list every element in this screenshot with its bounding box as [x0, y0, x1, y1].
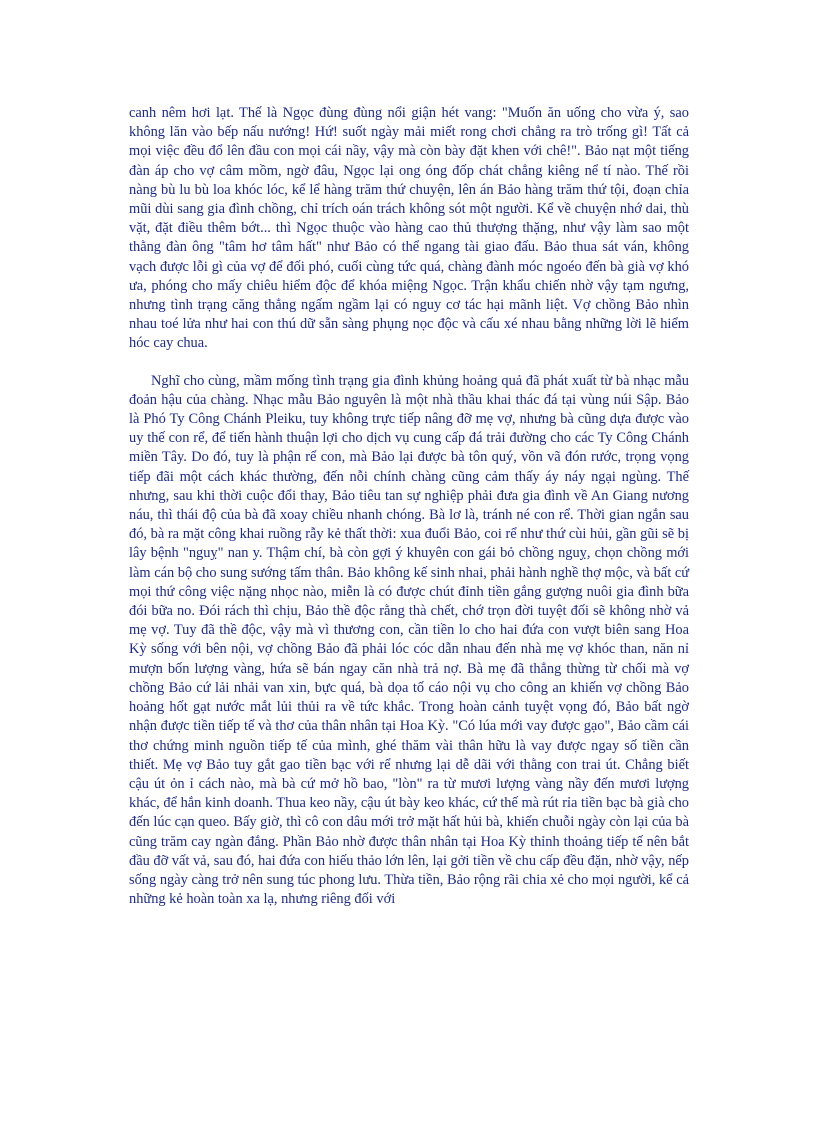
paragraph-2: Nghĩ cho cùng, mầm mống tình trạng gia đình khủng hoảng quả đã phát xuất từ bà nhạc mẫu đoản hậu của chàng. Nhạc mẫu Bảo nguyên là một nhà thầu khai thác đá tại vùng núi Sập. Bảo là Phó Ty Công Chánh Pleiku, tuy không trực tiếp nâng đỡ mẹ vợ, nhưng bà cũng dựa được vào uy thế con rể, để tiến hành thuận lợi cho dịch vụ cung cấp đá trải đường cho các Ty Công Chánh miền Tây. Do đó, tuy là phận rể con, mà Bảo lại được bà tôn quý, vồn vã đón rước, trọng vọng tiếp đãi một cách khác thường, đến nỗi chính chàng cũng cảm thấy áy náy ngại ngùng. Thế nhưng, sau khi thời cuộc đổi thay, Bảo tiêu tan sự nghiệp phải đưa gia đình về An Giang nương náu, thì thái độ của bà đã xoay chiều nhanh chóng. Bà lơ là, tránh né con rể. Thời gian ngắn sau đó, bà ra mặt công khai ruồng rẫy kẻ thất thời: xua đuổi Bảo, coi rể như thứ cùi hủi, gần gũi sẽ bị lây bệnh "nguỵ" nan y. Thậm chí, bà còn gợi ý khuyên con gái bỏ chồng nguỵ, chọn chồng mới làm cán bộ cho sung sướng tấm thân. Bảo không kế sinh nhai, phải hành nghề thợ mộc, và bất cứ mọi thứ công việc nặng nhọc nào, miễn là có được chút đỉnh tiền gắng gượng nuôi gia đình bữa đói bữa no. Đói rách thì chịu, Bảo thề độc rằng thà chết, chớ trọn đời tuyệt đối sẽ không nhờ vả mẹ vợ. Tuy đã thề độc, vậy mà vì thương con, cần tiền lo cho hai đứa con vượt biên sang Hoa Kỳ sống với bên nội, vợ chồng Bảo đã phải lóc cóc dẫn nhau đến nhà mẹ vợ khóc than, năn nỉ mượn bốn lượng vàng, hứa sẽ bán ngay căn nhà trả nợ. Bà mẹ đã thẳng thừng từ chối mà vợ chồng Bảo cứ lải nhải van xin, bực quá, bà dọa tố cáo nội vụ cho công an khiến vợ chồng Bảo hoảng hốt gạt nước mắt lủi thủi ra về tức khắc. Trong hoàn cảnh tuyệt vọng đó, Bảo bất ngờ nhận được tiền tiếp tế và thơ của thân nhân tại Hoa Kỳ. "Có lúa mới vay được gạo", Bảo cầm cái thơ chứng minh nguồn tiếp tế của mình, ghé thăm vài thân hữu là vay được ngay số tiền cần thiết. Mẹ vợ Bảo tuy gắt gao tiền bạc với rể nhưng lại dễ dãi với thằng con trai út. Chẳng biết cậu út ỏn ỉ cách nào, mà bà cứ mở hồ bao, "lòn" ra từ mươi lượng vàng nầy đến mươi lượng khác, để hắn kinh doanh. Thua keo nầy, cậu út bày keo khác, cứ thế mà rút rỉa tiền bạc bà già cho đến lúc cạn queo. Bấy giờ, thì cô con dâu mới trở mặt hất hủi bà, khiến chuỗi ngày còn lại của bà cũng trăm cay ngàn đắng. Phần Bảo nhờ được thân nhân tại Hoa Kỳ thỉnh thoảng tiếp tế nên bắt đầu đỡ vất vả, sau đó, hai đứa con hiếu thảo lớn lên, lại gởi tiền về chu cấp đều đặn, nhờ vậy, nếp sống ngày càng trở nên sung túc phong lưu. Thừa tiền, Bảo rộng rãi chia xẻ cho mọi người, kể cả những kẻ hoàn toàn xa lạ, nhưng riêng đối với — [129, 372, 690, 908]
document-page — [129, 104, 689, 909]
paragraph-1: canh nêm hơi lạt. Thế là Ngọc đùng đùng nổi giận hét vang: "Muốn ăn uống cho vừa ý, sao không lăn vào bếp nấu nướng! Hứ! suốt ngày mải miết rong chơi chẳng ra trò trống gì! Tất cả mọi việc đều đổ lên đầu con mọi cái nầy, vậy mà còn bày đặt khen với chê!". Bảo nạt một tiếng đàn áp cho vợ câm mồm, ngờ đâu, Ngọc lại ong óng đốp chát chẳng kiêng nể tí nào. Thế rồi nàng bù lu bù loa khóc lóc, kể lể hàng trăm thứ chuyện, lên án Bảo hàng trăm thứ tội, đoạn chỉa mũi dùi sang gia đình chồng, chỉ trích oán trách không sót một người. Kể về chuyện nhớ dai, thù vặt, đặt điều thêm bớt... thì Ngọc thuộc vào hàng cao thủ thượng thặng, như vậy làm sao một thằng đàn ông "tâm hơ tâm hất" như Bảo có thể ngang tài giao đấu. Bảo thua sát ván, không vạch được lỗi gì của vợ để đối phó, cuối cùng tức quá, chàng đành móc ngoéo đến bà già vợ khó ưa, phóng cho mấy chiêu hiểm độc để khóa miệng Ngọc. Trận khẩu chiến nhờ vậy tạm ngưng, nhưng tình trạng căng thẳng ngấm ngầm lại có nguy cơ tác hại mãnh liệt. Vợ chồng Bảo nhìn nhau toé lửa như hai con thú dữ sẵn sàng phụng nọc độc và cấu xé nhau bằng những lời lẽ hiểm hóc cay chua. — [129, 105, 689, 352]
